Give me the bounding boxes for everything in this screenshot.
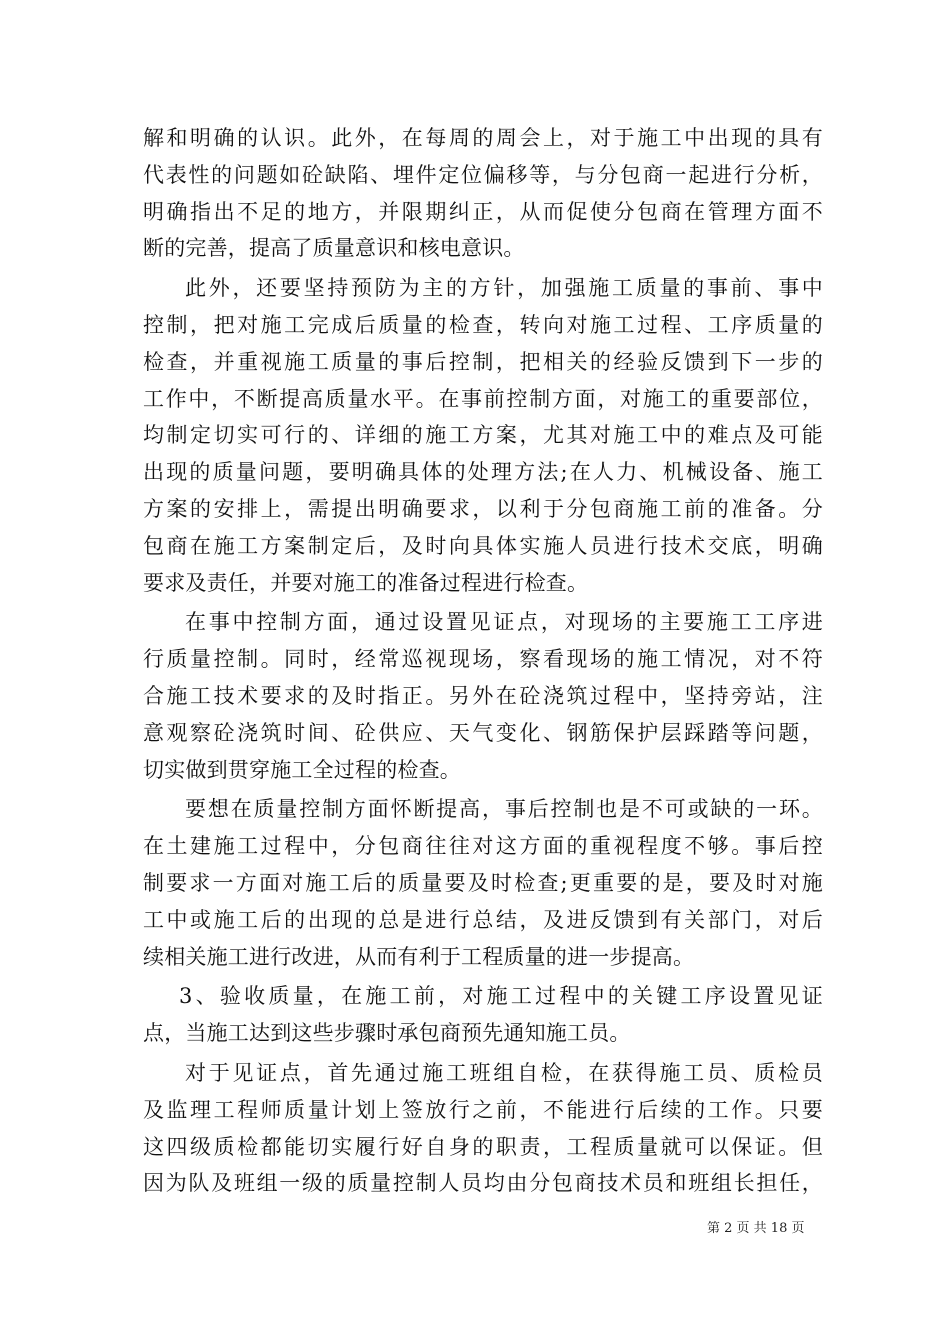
text-line: 断的完善，提高了质量意识和核电意识。 bbox=[143, 236, 525, 261]
text-line: 工作中，不断提高质量水平。在事前控制方面，对施工的重要部位， bbox=[143, 386, 823, 411]
text-line: 意观察砼浇筑时间、砼供应、天气变化、钢筋保护层踩踏等问题， bbox=[143, 720, 823, 745]
text-line: 因为队及班组一级的质量控制人员均由分包商技术员和班组长担任， bbox=[143, 1171, 823, 1196]
text-line: 在土建施工过程中，分包商往往对这方面的重视程度不够。事后控 bbox=[143, 834, 823, 859]
text-line: 代表性的问题如砼缺陷、埋件定位偏移等，与分包商一起进行分析， bbox=[143, 162, 823, 187]
text-line: 合施工技术要求的及时指正。另外在砼浇筑过程中，坚持旁站，注 bbox=[143, 683, 823, 708]
text-line: 控制，把对施工完成后质量的检查，转向对施工过程、工序质量的 bbox=[143, 312, 823, 337]
text-line: 续相关施工进行改进，从而有利于工程质量的进一步提高。 bbox=[143, 944, 695, 969]
text-line: 工中或施工后的出现的总是进行总结，及进反馈到有关部门，对后 bbox=[143, 907, 823, 932]
text-line: 制要求一方面对施工后的质量要及时检查;更重要的是，要及时对施 bbox=[143, 870, 823, 895]
text-line: 方案的安排上，需提出明确要求，以利于分包商施工前的准备。分 bbox=[143, 496, 823, 521]
text-line: 均制定切实可行的、详细的施工方案，尤其对施工中的难点及可能 bbox=[143, 423, 823, 448]
text-line: 及监理工程师质量计划上签放行之前，不能进行后续的工作。只要 bbox=[143, 1097, 823, 1122]
text-line: 对于见证点，首先通过施工班组自检，在获得施工员、质检员 bbox=[185, 1060, 823, 1085]
text-line: 在事中控制方面，通过设置见证点，对现场的主要施工工序进 bbox=[185, 610, 823, 635]
text-line: 切实做到贯穿施工全过程的检查。 bbox=[143, 757, 461, 782]
page-number: 第 2 页 共 18 页 bbox=[707, 1221, 805, 1236]
body-text bbox=[143, 120, 823, 1202]
text-line: 出现的质量问题，要明确具体的处理方法;在人力、机械设备、施工 bbox=[143, 460, 823, 485]
text-line: 解和明确的认识。此外，在每周的周会上，对于施工中出现的具有 bbox=[143, 126, 823, 150]
text-line: 检查，并重视施工质量的事后控制，把相关的经验反馈到下一步的 bbox=[143, 349, 823, 374]
text-line: 明确指出不足的地方，并限期纠正，从而促使分包商在管理方面不 bbox=[143, 199, 823, 224]
text-line: 点，当施工达到这些步骤时承包商预先通知施工员。 bbox=[143, 1021, 631, 1046]
text-line: 此外，还要坚持预防为主的方针，加强施工质量的事前、事中 bbox=[185, 276, 823, 301]
text-line: 这四级质检都能切实履行好自身的职责，工程质量就可以保证。但 bbox=[143, 1134, 823, 1159]
text-line: 3、验收质量，在施工前，对施工过程中的关键工序设置见证 bbox=[179, 984, 823, 1009]
text-line: 要求及责任，并要对施工的准备过程进行检查。 bbox=[143, 570, 589, 595]
text-line: 行质量控制。同时，经常巡视现场，察看现场的施工情况，对不符 bbox=[143, 647, 823, 672]
text-line: 要想在质量控制方面怀断提高，事后控制也是不可或缺的一环。 bbox=[185, 797, 823, 822]
text-line: 包商在施工方案制定后，及时向具体实施人员进行技术交底，明确 bbox=[143, 533, 823, 558]
